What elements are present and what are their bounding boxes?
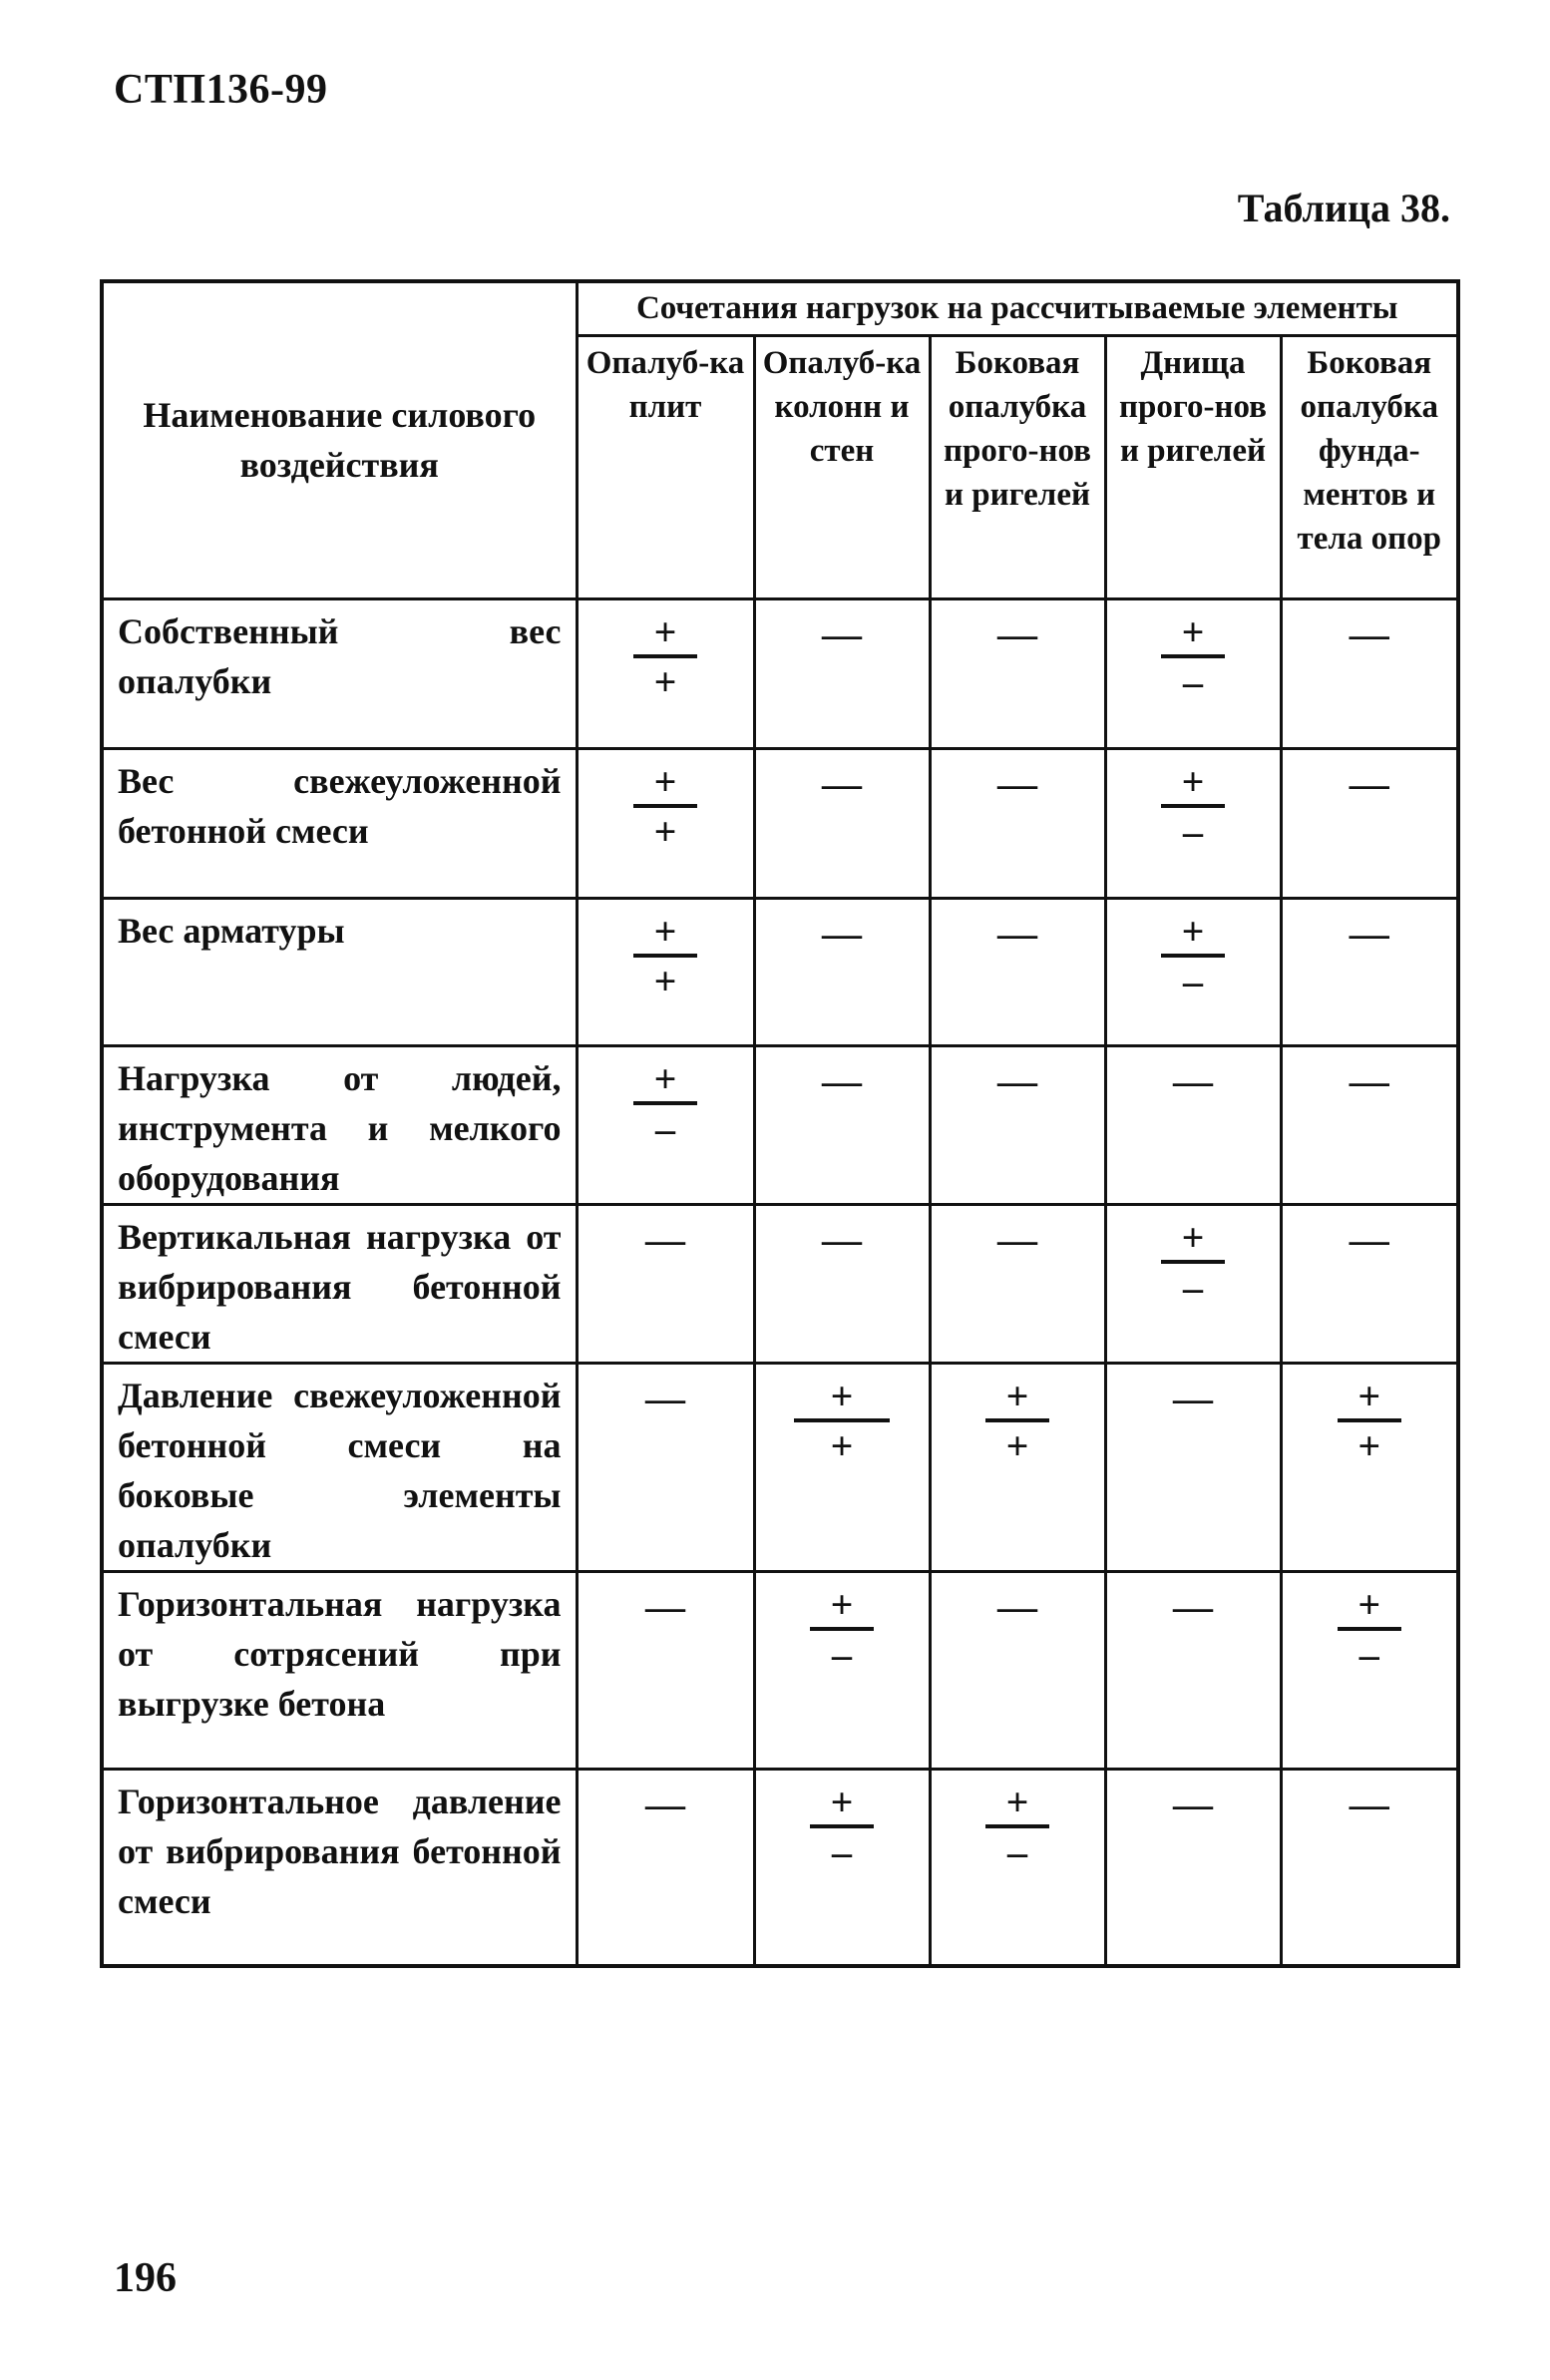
fraction-bar: [1161, 1260, 1225, 1264]
load-cell: [930, 1363, 1105, 1571]
row-label: Горизонтальное давление от вибрирования бетонной смеси: [102, 1769, 577, 1966]
load-cell: [1105, 1571, 1281, 1769]
load-cell: [1105, 748, 1281, 898]
fraction-bar: [633, 804, 697, 808]
fraction-numerator: +: [1357, 1581, 1381, 1627]
fraction-bar: [633, 954, 697, 958]
load-cell: [930, 598, 1105, 748]
row-label: Собственный вес опалубки: [102, 598, 577, 748]
fraction-mark: [1161, 758, 1225, 854]
dash-mark: —: [997, 910, 1037, 956]
dash-mark: —: [822, 1216, 862, 1262]
fraction-numerator: +: [653, 908, 677, 954]
row-label: Вертикальная нагрузка от вибрирования бетонной смеси: [102, 1204, 577, 1363]
dash-mark: —: [645, 1781, 685, 1826]
fraction-bar: [810, 1824, 874, 1828]
load-cell: [930, 1045, 1105, 1204]
load-cell: [754, 1204, 930, 1363]
row-label: Нагрузка от людей, инструмента и мелкого оборудования: [102, 1045, 577, 1204]
table-row: [102, 1204, 1458, 1363]
dash-mark: —: [645, 1583, 685, 1629]
fraction-numerator: +: [1357, 1373, 1381, 1418]
load-cell: [754, 748, 930, 898]
load-cell: [577, 1045, 754, 1204]
fraction-mark: [1338, 1581, 1401, 1677]
load-cell: [577, 598, 754, 748]
load-cell: [930, 1769, 1105, 1966]
fraction-bar: [1338, 1627, 1401, 1631]
fraction-numerator: +: [830, 1373, 854, 1418]
dash-mark: —: [645, 1216, 685, 1262]
load-cell: [930, 748, 1105, 898]
fraction-bar: [810, 1627, 874, 1631]
load-cell: [930, 898, 1105, 1045]
load-cell: [1281, 1045, 1458, 1204]
load-cell: [1105, 598, 1281, 748]
fraction-denominator: +: [1357, 1422, 1381, 1468]
fraction-denominator: –: [1358, 1631, 1379, 1677]
fraction-mark: [633, 908, 697, 1003]
fraction-denominator: +: [653, 808, 677, 854]
row-label: Вес свежеуложенной бетонной смеси: [102, 748, 577, 898]
load-cell: [754, 1363, 930, 1571]
dash-mark: —: [997, 760, 1037, 806]
table-row: [102, 1363, 1458, 1571]
fraction-denominator: +: [830, 1422, 854, 1468]
load-cell: [930, 1204, 1105, 1363]
header-col-column-wall-formwork: Опалуб-ка колонн и стен: [754, 335, 930, 598]
load-cell: [1281, 598, 1458, 748]
fraction-numerator: +: [1181, 758, 1205, 804]
fraction-numerator: +: [1005, 1373, 1029, 1418]
load-cell: [1281, 1769, 1458, 1966]
fraction-numerator: +: [653, 758, 677, 804]
fraction-denominator: –: [1183, 658, 1203, 704]
dash-mark: —: [997, 1057, 1037, 1103]
fraction-mark: [633, 758, 697, 854]
fraction-bar: [794, 1418, 890, 1422]
fraction-denominator: –: [1183, 1264, 1203, 1310]
fraction-denominator: +: [653, 958, 677, 1003]
document-code: СТП136-99: [114, 67, 328, 113]
fraction-bar: [985, 1824, 1049, 1828]
table-caption: Таблица 38.: [1237, 186, 1450, 230]
fraction-numerator: +: [1181, 908, 1205, 954]
load-cell: [754, 1045, 930, 1204]
header-col-foundation-side-formwork: Боковая опалубка фунда-ментов и тела опор: [1281, 335, 1458, 598]
dash-mark: —: [997, 1583, 1037, 1629]
load-cell: [1281, 1571, 1458, 1769]
fraction-numerator: +: [1181, 1214, 1205, 1260]
fraction-numerator: +: [830, 1779, 854, 1824]
load-cell: [930, 1571, 1105, 1769]
fraction-denominator: –: [1183, 808, 1203, 854]
load-cell: [577, 1769, 754, 1966]
header-load-combinations: Сочетания нагрузок на рассчитываемые элементы: [577, 281, 1458, 335]
fraction-numerator: +: [830, 1581, 854, 1627]
load-cell: [1281, 748, 1458, 898]
dash-mark: —: [997, 1216, 1037, 1262]
dash-mark: —: [997, 610, 1037, 656]
load-cell: [754, 898, 930, 1045]
fraction-mark: [1161, 1214, 1225, 1310]
dash-mark: —: [822, 760, 862, 806]
load-cell: [754, 1769, 930, 1966]
fraction-mark: [810, 1779, 874, 1874]
fraction-mark: [1338, 1373, 1401, 1468]
load-cell: [1105, 898, 1281, 1045]
dash-mark: —: [822, 910, 862, 956]
table-row: [102, 898, 1458, 1045]
fraction-numerator: +: [653, 608, 677, 654]
dash-mark: —: [1349, 910, 1389, 956]
load-cell: [1105, 1363, 1281, 1571]
dash-mark: —: [1173, 1057, 1213, 1103]
load-cell: [577, 1571, 754, 1769]
header-col-beam-bottoms: Днища прого-нов и ригелей: [1105, 335, 1281, 598]
fraction-mark: [985, 1779, 1049, 1874]
table-row: [102, 748, 1458, 898]
table-row: [102, 1045, 1458, 1204]
table-row: [102, 1571, 1458, 1769]
fraction-bar: [1161, 804, 1225, 808]
fraction-mark: [1161, 608, 1225, 704]
load-cell: [754, 598, 930, 748]
fraction-bar: [633, 654, 697, 658]
load-cell: [577, 1363, 754, 1571]
dash-mark: —: [1349, 1057, 1389, 1103]
fraction-bar: [1161, 654, 1225, 658]
load-cell: [1281, 898, 1458, 1045]
load-cell: [577, 1204, 754, 1363]
dash-mark: —: [1349, 1216, 1389, 1262]
load-cell: [1281, 1363, 1458, 1571]
load-cell: [1105, 1769, 1281, 1966]
fraction-numerator: +: [1005, 1779, 1029, 1824]
load-cell: [754, 1571, 930, 1769]
fraction-mark: [810, 1581, 874, 1677]
dash-mark: —: [822, 610, 862, 656]
load-cell: [1105, 1045, 1281, 1204]
fraction-denominator: –: [1007, 1828, 1027, 1874]
load-cell: [577, 898, 754, 1045]
load-cell: [1281, 1204, 1458, 1363]
table-row: [102, 1769, 1458, 1966]
dash-mark: —: [822, 1057, 862, 1103]
fraction-denominator: –: [832, 1631, 852, 1677]
fraction-bar: [1338, 1418, 1401, 1422]
fraction-bar: [633, 1101, 697, 1105]
fraction-denominator: –: [832, 1828, 852, 1874]
fraction-numerator: +: [1181, 608, 1205, 654]
fraction-denominator: –: [655, 1105, 675, 1151]
fraction-bar: [985, 1418, 1049, 1422]
fraction-denominator: +: [653, 658, 677, 704]
dash-mark: —: [1173, 1583, 1213, 1629]
fraction-numerator: +: [653, 1055, 677, 1101]
dash-mark: —: [1349, 610, 1389, 656]
header-col-beam-side-formwork: Боковая опалубка прого-нов и ригелей: [930, 335, 1105, 598]
fraction-mark: [794, 1373, 890, 1468]
fraction-bar: [1161, 954, 1225, 958]
dash-mark: —: [1349, 1781, 1389, 1826]
header-col-slab-formwork: Опалуб-ка плит: [577, 335, 754, 598]
load-combinations-table: [100, 279, 1460, 1968]
fraction-mark: [1161, 908, 1225, 1003]
fraction-denominator: –: [1183, 958, 1203, 1003]
row-label: Горизонтальная нагрузка от сотрясений при выгрузке бетона: [102, 1571, 577, 1769]
fraction-mark: [633, 1055, 697, 1151]
header-force-name: Наименование силового воздействия: [102, 281, 577, 598]
fraction-denominator: +: [1005, 1422, 1029, 1468]
page-number: 196: [114, 2255, 177, 2301]
load-cell: [577, 748, 754, 898]
row-label: Давление свежеуложенной бетонной смеси на боковые элементы опалубки: [102, 1363, 577, 1571]
table-row: [102, 598, 1458, 748]
dash-mark: —: [1173, 1375, 1213, 1420]
dash-mark: —: [645, 1375, 685, 1420]
dash-mark: —: [1349, 760, 1389, 806]
fraction-mark: [985, 1373, 1049, 1468]
row-label: Вес арматуры: [102, 898, 577, 1045]
dash-mark: —: [1173, 1781, 1213, 1826]
fraction-mark: [633, 608, 697, 704]
load-cell: [1105, 1204, 1281, 1363]
